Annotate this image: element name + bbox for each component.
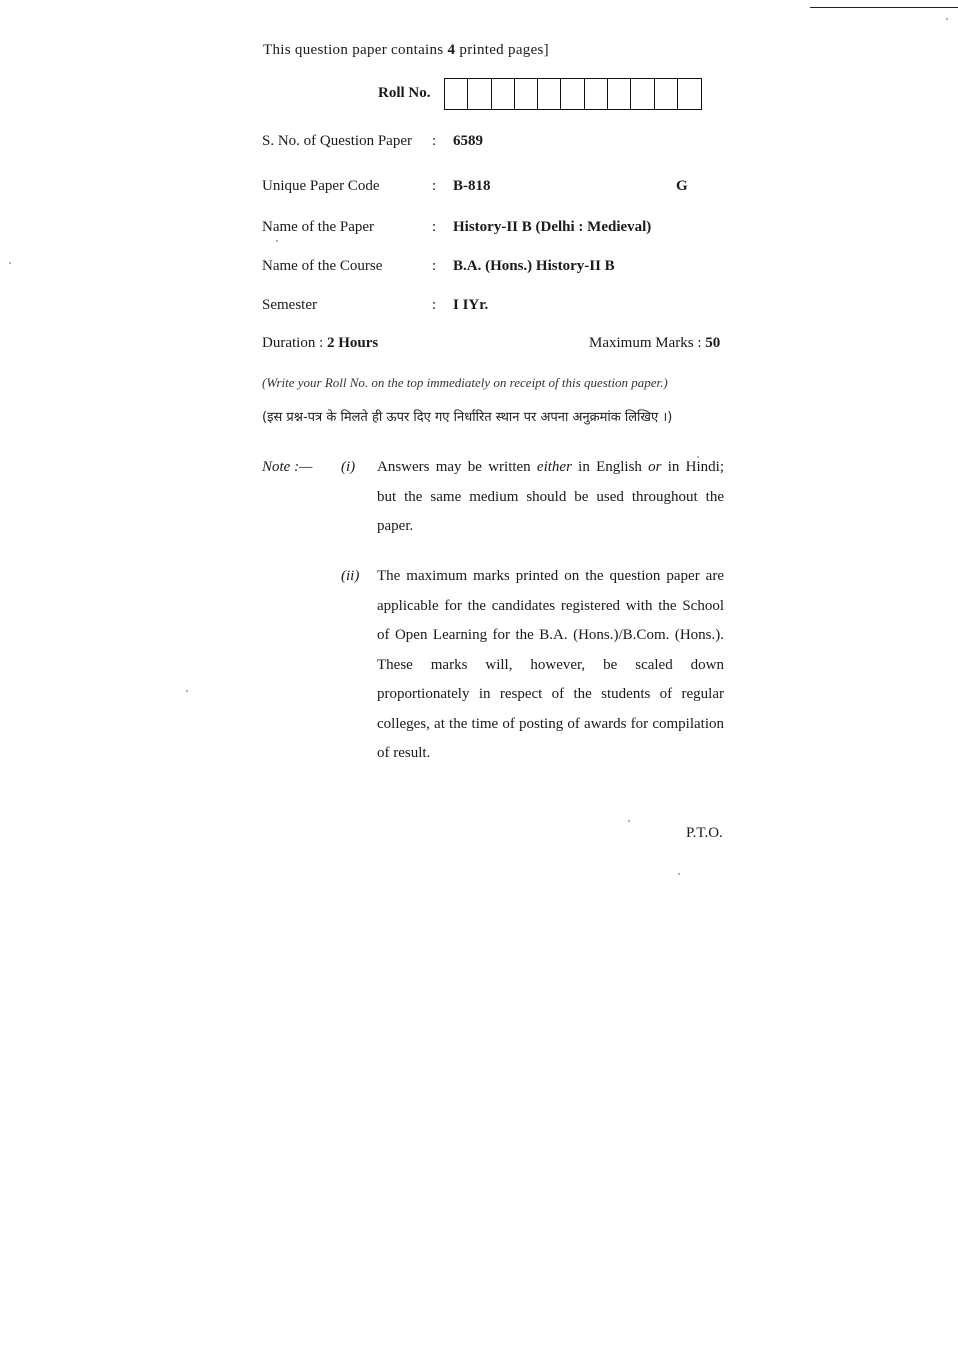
scan-speck — [628, 820, 630, 822]
top-rule — [810, 7, 958, 8]
roll-no-box[interactable] — [561, 79, 584, 109]
duration-value: 2 Hours — [327, 335, 379, 351]
field-value: B-818 — [453, 178, 491, 194]
field-label: Unique Paper Code — [262, 178, 380, 194]
max-marks-label: Maximum Marks : — [589, 335, 702, 351]
header-pre: This question paper contains — [263, 42, 444, 58]
field-colon: : — [432, 297, 437, 313]
instruction-english: (Write your Roll No. on the top immediately on receipt of this question paper.) — [262, 375, 668, 390]
page-count-line — [263, 42, 549, 59]
field-label: Name of the Paper — [262, 219, 375, 235]
roll-no-label: Roll No. — [378, 85, 431, 101]
field-label: Semester — [262, 297, 317, 313]
note-label-text: Note :— — [262, 459, 313, 475]
instruction-hindi: (इस प्रश्न-पत्र के मिलते ही ऊपर दिए गए निर्धारित स्थान पर अपना अनुक्रमांक लिखिए ।) — [262, 410, 673, 425]
note-item-number — [341, 459, 355, 476]
max-marks-value: 50 — [705, 335, 721, 351]
scan-speck — [678, 873, 680, 875]
field-value: 6589 — [453, 133, 483, 149]
scan-speck — [276, 240, 278, 242]
note-item-2: The maximum marks printed on the question paper are applicable for the candidates registered with the School of Open Learning for the B.A. (Hons.)/B.Com. (Hons.). These marks will, however, be scaled down proportionately in respect of the students of regular colleges, at the time of posting of awards for compilation of result. — [377, 568, 724, 761]
roll-no-box[interactable] — [445, 79, 468, 109]
roll-no-box[interactable] — [585, 79, 608, 109]
note-item-number — [341, 568, 359, 585]
roll-no-box[interactable] — [608, 79, 631, 109]
note-emphasis: or — [648, 459, 662, 475]
field-value: B.A. (Hons.) History-II B — [453, 258, 615, 274]
set-letter: G — [676, 178, 688, 194]
roll-no-box[interactable] — [468, 79, 491, 109]
field-value: History-II B (Delhi : Medieval) — [453, 219, 652, 235]
roll-no-box[interactable] — [655, 79, 678, 109]
scan-speck — [946, 18, 948, 20]
note-text: in Hindi; but the same medium should be used throughout the paper. — [377, 459, 724, 534]
field-label: S. No. of Question Paper — [262, 133, 412, 149]
note-number-i: (i) — [341, 459, 356, 475]
note-number-ii: (ii) — [341, 568, 360, 584]
roll-no-box[interactable] — [492, 79, 515, 109]
field-colon: : — [432, 219, 437, 235]
field-label: Name of the Course — [262, 258, 383, 274]
scan-speck — [697, 456, 699, 458]
roll-no-boxes[interactable] — [444, 78, 702, 110]
pto-label: P.T.O. — [686, 825, 723, 841]
note-text: in English — [571, 459, 649, 475]
field-colon: : — [432, 178, 437, 194]
roll-no-box[interactable] — [515, 79, 538, 109]
note-text: Answers may be written — [377, 459, 537, 475]
note-emphasis: either — [536, 459, 572, 475]
roll-no-box[interactable] — [631, 79, 654, 109]
field-colon: : — [432, 258, 437, 274]
note-label — [262, 459, 312, 476]
duration-label: Duration : — [262, 335, 324, 351]
field-value: I IYr. — [453, 297, 489, 313]
roll-no-box[interactable] — [678, 79, 701, 109]
roll-no-box[interactable] — [538, 79, 561, 109]
field-colon: : — [432, 133, 437, 149]
scan-speck — [9, 262, 11, 264]
duration — [262, 335, 378, 352]
scan-speck — [186, 690, 188, 692]
maximum-marks — [589, 335, 720, 352]
pages-count: 4 — [447, 42, 456, 58]
header-post: printed pages] — [459, 42, 549, 58]
note-item-1 — [377, 453, 724, 542]
